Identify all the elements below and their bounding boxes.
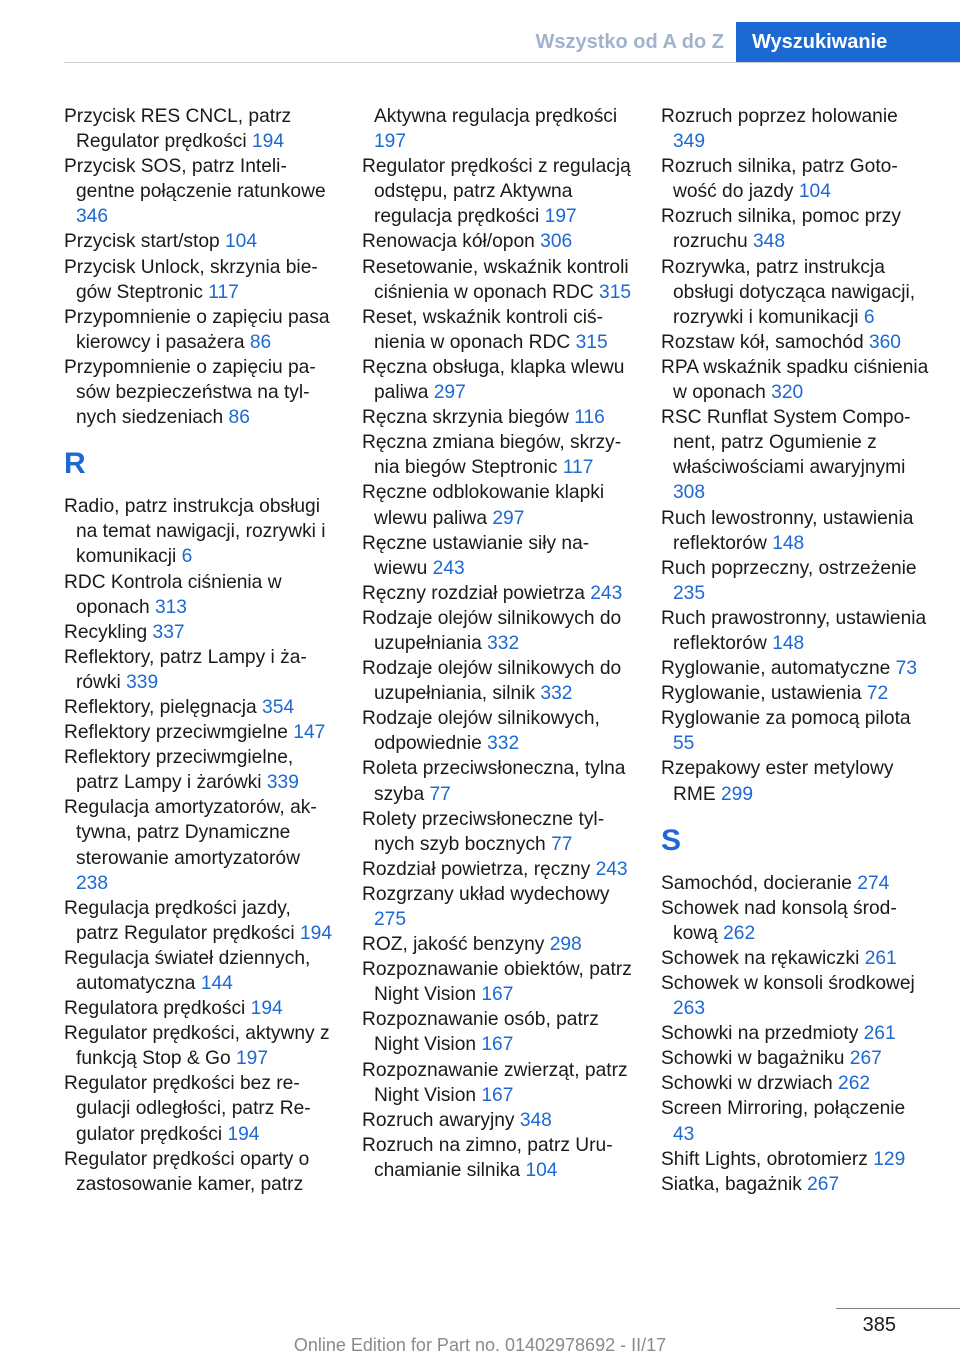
index-entry xyxy=(362,1108,632,1133)
index-entry xyxy=(64,795,334,895)
index-entry xyxy=(64,946,334,996)
index-column-1 xyxy=(64,104,334,1197)
entry-text: Ryglowanie, automatyczne xyxy=(661,658,891,680)
index-entry xyxy=(362,882,632,932)
page-link[interactable]: 116 xyxy=(574,407,605,429)
page-link[interactable]: 243 xyxy=(595,858,628,880)
edition-footer: Online Edition for Part no. 01402978692 - II/17 xyxy=(293,1335,667,1355)
index-entry xyxy=(661,405,929,505)
entry-text: Rodzaje olejów silnikowych do uzupełniania xyxy=(362,607,622,654)
index-entry xyxy=(661,1046,929,1071)
entry-text: Przypomnienie o zapięciu pasa kierowcy i pasażera xyxy=(64,306,330,353)
header-divider xyxy=(64,62,960,63)
entry-text: Rozpoznawanie osób, patrz Night Vision xyxy=(362,1009,599,1056)
index-entry xyxy=(362,1133,632,1183)
page-link[interactable]: 267 xyxy=(807,1173,840,1195)
index-entry xyxy=(661,896,929,946)
page-link[interactable]: 320 xyxy=(771,382,804,404)
index-entry xyxy=(362,355,632,405)
page-link[interactable]: 72 xyxy=(866,683,889,705)
page-link[interactable]: 332 xyxy=(540,683,573,705)
entry-text: RSC Runflat System Component, patrz Ogumienie z właściwościami awaryjnymi xyxy=(661,407,911,479)
index-entry xyxy=(64,104,334,154)
page-link[interactable]: 43 xyxy=(673,1123,695,1145)
entry-text: Schowek na rękawiczki xyxy=(661,947,860,969)
index-entry xyxy=(362,606,632,656)
index-entry xyxy=(64,255,334,305)
page-link[interactable]: 313 xyxy=(154,596,187,618)
index-entry xyxy=(64,645,334,695)
page-link[interactable]: 267 xyxy=(849,1048,882,1070)
index-entry xyxy=(661,1071,929,1096)
entry-text: Samochód, docieranie xyxy=(661,872,852,894)
index-column-2 xyxy=(362,104,632,1183)
page-link[interactable]: 197 xyxy=(236,1048,269,1070)
footer-divider xyxy=(836,1308,960,1309)
index-entry xyxy=(661,1172,929,1197)
page-link[interactable]: 243 xyxy=(590,582,623,604)
index-entry xyxy=(64,896,334,946)
entry-text: RPA wskaźnik spadku ciśnienia w oponach xyxy=(661,356,929,404)
page-link[interactable]: 73 xyxy=(895,658,917,680)
page-link[interactable]: 348 xyxy=(519,1109,552,1131)
index-entry xyxy=(362,1007,632,1057)
entry-text: Rozstaw kół, samochód xyxy=(661,331,864,353)
page-link[interactable]: 197 xyxy=(374,131,407,153)
page-link[interactable]: 6 xyxy=(181,546,193,568)
index-entry xyxy=(661,706,929,756)
page-link[interactable]: 77 xyxy=(429,783,451,805)
entry-text: Schowki w bagażniku xyxy=(661,1048,845,1070)
page-link[interactable]: 297 xyxy=(433,382,466,404)
entry-text: Recykling xyxy=(64,621,148,643)
index-entry xyxy=(64,1147,334,1197)
page-link[interactable]: 86 xyxy=(249,331,272,353)
entry-text: Ruch prawostronny, ustawienia reflektorów xyxy=(661,607,927,654)
section-letter: R xyxy=(64,447,86,481)
page-link[interactable]: 354 xyxy=(262,696,295,718)
entry-text: Radio, patrz instrukcja obsługi na temat nawigacji, rozrywki i komunikacji xyxy=(64,496,326,568)
entry-text: Ręczna zmiana biegów, skrzynia biegów Steptronic xyxy=(362,432,622,479)
entry-text: Reflektory, pielęgnacja xyxy=(64,696,257,718)
page-link[interactable]: 167 xyxy=(481,1034,514,1056)
entry-text: Rozpoznawanie zwierząt, patrz Night Vision xyxy=(362,1059,628,1106)
page-link[interactable]: 104 xyxy=(798,181,831,203)
entry-text: Regulacja świateł dziennych, automatyczna xyxy=(64,947,311,994)
index-entry xyxy=(661,154,929,204)
page-link[interactable]: 261 xyxy=(864,947,897,969)
entry-text: Siatka, bagażnik xyxy=(661,1173,802,1195)
entry-text: Resetowanie, wskaźnik kontroli ciśnienia w oponach RDC xyxy=(362,256,629,303)
index-entry xyxy=(661,330,929,355)
index-entry xyxy=(661,756,929,806)
page-link[interactable]: 262 xyxy=(838,1073,871,1095)
page-link[interactable]: 315 xyxy=(599,281,632,303)
index-entry xyxy=(362,405,632,430)
page-link[interactable]: 308 xyxy=(673,482,706,504)
index-entry xyxy=(661,1096,929,1146)
entry-text: Schowek nad konsolą środkową xyxy=(661,897,897,944)
entry-text: Schowki w drzwiach xyxy=(661,1073,833,1095)
entry-text: Rozruch poprzez holowanie xyxy=(661,106,898,127)
index-entry xyxy=(362,656,632,706)
page-link[interactable]: 6 xyxy=(863,306,875,328)
page-link[interactable]: 197 xyxy=(544,206,577,228)
page-link[interactable]: 275 xyxy=(374,909,407,930)
index-entry xyxy=(661,681,929,706)
entry-text: Regulator prędkości bez regulacji odległości, patrz Regulator prędkości xyxy=(64,1073,311,1145)
entry-text: Ruch lewostronny, ustawienia reflektorów xyxy=(661,507,914,554)
entry-text: Aktywna regulacja prędkości xyxy=(374,106,618,127)
entry-text: Reflektory, patrz Lampy i żarówki xyxy=(64,646,307,693)
page-link[interactable]: 194 xyxy=(250,998,283,1020)
page-link[interactable]: 297 xyxy=(492,507,525,529)
entry-text: Ręczna skrzynia biegów xyxy=(362,407,569,429)
page-link[interactable]: 339 xyxy=(266,772,299,794)
page-link[interactable]: 349 xyxy=(673,131,706,153)
index-entry xyxy=(64,494,334,569)
entry-text: Przycisk Unlock, skrzynia biegów Steptronic xyxy=(64,256,318,303)
page-link[interactable]: 148 xyxy=(772,632,805,654)
index-entry xyxy=(661,104,929,154)
index-entry xyxy=(64,355,334,430)
entry-text: Shift Lights, obrotomierz xyxy=(661,1148,868,1170)
page-link[interactable]: 167 xyxy=(481,984,514,1006)
entry-text: ROZ, jakość benzyny xyxy=(362,934,545,956)
page-link[interactable]: 298 xyxy=(549,934,582,956)
entry-text: Rozpoznawanie obiektów, patrz Night Vision xyxy=(362,959,632,1006)
entry-text: Przycisk start/stop xyxy=(64,231,220,253)
index-entry xyxy=(362,957,632,1007)
page-link[interactable]: 263 xyxy=(673,998,706,1020)
entry-text: Rozrywka, patrz instrukcja obsługi dotycząca nawigacji, rozrywki i komunikacji xyxy=(661,256,916,328)
index-entry xyxy=(661,1021,929,1046)
index-entry xyxy=(661,506,929,556)
entry-text: Regulatora prędkości xyxy=(64,998,246,1020)
page-link[interactable]: 337 xyxy=(152,621,185,643)
page-link[interactable]: 194 xyxy=(252,131,285,153)
tab-search[interactable]: Wyszukiwanie xyxy=(736,22,960,62)
index-entry xyxy=(362,706,632,756)
entry-text: Regulator prędkości z regulacją odstępu, patrz Aktywna regulacja prędkości xyxy=(362,156,631,228)
page-link[interactable]: 360 xyxy=(868,331,901,353)
entry-text: Renowacja kół/opon xyxy=(362,231,535,253)
entry-text: Regulacja amortyzatorów, aktywna, patrz Dynamiczne sterowanie amortyzatorów xyxy=(64,797,317,869)
page-link[interactable]: 147 xyxy=(293,722,326,744)
index-entry xyxy=(362,932,632,957)
entry-text: Ręczne ustawianie siły nawiewu xyxy=(362,532,590,579)
index-entry xyxy=(64,996,334,1021)
page-link[interactable]: 332 xyxy=(487,632,520,654)
page-link[interactable]: 262 xyxy=(723,922,756,944)
page-link[interactable]: 315 xyxy=(575,331,608,353)
index-entry xyxy=(362,229,632,254)
entry-text: Reflektory przeciwmgielne, patrz Lampy i żarówki xyxy=(64,747,294,794)
index-entry xyxy=(661,204,929,254)
page-link[interactable]: 238 xyxy=(76,872,109,894)
index-entry xyxy=(362,531,632,581)
index-entry xyxy=(661,606,929,656)
index-entry xyxy=(64,570,334,620)
index-entry xyxy=(362,305,632,355)
page-link[interactable]: 129 xyxy=(873,1148,906,1170)
entry-text: Rozruch silnika, pomoc przy rozruchu xyxy=(661,206,901,253)
entry-text: Rozgrzany układ wydechowy xyxy=(362,883,610,905)
index-entry xyxy=(64,154,334,229)
index-entry xyxy=(64,305,334,355)
index-entry xyxy=(64,720,334,745)
page-link[interactable]: 104 xyxy=(225,231,258,253)
entry-text: Regulator prędkości oparty o zastosowanie kamer, patrz xyxy=(64,1148,310,1195)
entry-text: Reflektory przeciwmgielne xyxy=(64,722,288,744)
index-entry xyxy=(64,229,334,254)
index-entry xyxy=(362,807,632,857)
page-link[interactable]: 299 xyxy=(720,783,753,805)
entry-text: Rozruch silnika, patrz Gotowość do jazdy xyxy=(661,156,898,203)
entry-text: Reset, wskaźnik kontroli ciśnienia w oponach RDC xyxy=(362,306,603,353)
entry-text: Regulacja prędkości jazdy, patrz Regulator prędkości xyxy=(64,897,295,944)
page-link[interactable]: 194 xyxy=(299,922,332,944)
page-link[interactable]: 144 xyxy=(200,973,233,994)
index-entry xyxy=(661,1147,929,1172)
entry-text: Ręczny rozdział powietrza xyxy=(362,582,585,604)
entry-text: RDC Kontrola ciśnienia w oponach xyxy=(64,571,282,618)
page-link[interactable]: 306 xyxy=(540,231,573,253)
page-link[interactable]: 194 xyxy=(227,1123,260,1145)
tab-index[interactable]: Wszystko od A do Z xyxy=(535,31,724,53)
page-link[interactable]: 117 xyxy=(208,281,239,303)
entry-text: Ryglowanie za pomocą pilota xyxy=(661,708,911,730)
entry-text: Regulator prędkości, aktywny z funkcją Stop & Go xyxy=(64,1023,330,1070)
entry-text: Rolety przeciwsłoneczne tylnych szyb bocznych xyxy=(362,808,605,855)
index-entry xyxy=(362,756,632,806)
index-entry xyxy=(661,556,929,606)
entry-text: Ruch poprzeczny, ostrzeżenie xyxy=(661,557,917,579)
entry-text: Rozruch awaryjny xyxy=(362,1109,515,1131)
page-link[interactable]: 348 xyxy=(753,231,786,253)
entry-text: Rodzaje olejów silnikowych, odpowiednie xyxy=(362,708,600,755)
entry-text: Rodzaje olejów silnikowych do uzupełniania, silnik xyxy=(362,658,622,705)
entry-text: Rozdział powietrza, ręczny xyxy=(362,858,591,880)
index-entry xyxy=(362,857,632,882)
index-entry-continued xyxy=(362,104,632,154)
entry-text: Screen Mirroring, połączenie xyxy=(661,1098,906,1120)
page-link[interactable]: 243 xyxy=(432,557,465,579)
index-entry xyxy=(64,745,334,795)
index-entry xyxy=(661,871,929,896)
index-entry xyxy=(64,695,334,720)
page-link[interactable]: 77 xyxy=(551,833,573,855)
index-entry xyxy=(661,971,929,1021)
page-link[interactable]: 117 xyxy=(562,457,594,479)
entry-text: Przycisk SOS, patrz Inteligentne połączenie ratunkowe xyxy=(64,156,326,203)
index-entry xyxy=(661,355,929,405)
entry-text: Ręczne odblokowanie klapki wlewu paliwa xyxy=(362,482,605,529)
section-letter: S xyxy=(661,823,682,857)
entry-text: Przypomnienie o zapięciu pasów bezpieczeństwa na tylnych siedzeniach xyxy=(64,356,316,429)
index-entry xyxy=(362,154,632,229)
index-entry xyxy=(64,1071,334,1146)
page-link[interactable]: 346 xyxy=(76,206,109,228)
page-link[interactable]: 339 xyxy=(126,671,159,693)
page-link[interactable]: 104 xyxy=(525,1159,558,1181)
page-link[interactable]: 235 xyxy=(673,582,706,604)
index-entry xyxy=(362,480,632,530)
page-link[interactable]: 261 xyxy=(863,1023,896,1045)
page-link[interactable]: 274 xyxy=(857,872,890,894)
index-entry xyxy=(362,1058,632,1108)
entry-text: Rzepakowy ester metylowy RME xyxy=(661,758,894,805)
index-entry xyxy=(362,581,632,606)
page-link[interactable]: 148 xyxy=(772,532,805,554)
header-tabs xyxy=(0,22,960,62)
index-entry xyxy=(661,946,929,971)
index-entry xyxy=(64,1021,334,1071)
entry-text: Ręczna obsługa, klapka wlewu paliwa xyxy=(362,356,625,404)
page-link[interactable]: 55 xyxy=(673,733,695,755)
index-entry xyxy=(362,255,632,305)
index-entry xyxy=(362,430,632,480)
page-link[interactable]: 86 xyxy=(228,407,250,429)
index-column-3 xyxy=(661,104,929,1197)
index-entry xyxy=(661,255,929,330)
page-link[interactable]: 167 xyxy=(481,1084,514,1106)
entry-text: Rozruch na zimno, patrz Uruchamianie silnika xyxy=(362,1134,613,1181)
entry-text: Przycisk RES CNCL, patrz Regulator prędkości xyxy=(64,106,292,153)
entry-text: Roleta przeciwsłoneczna, tylna szyba xyxy=(362,758,626,805)
entry-text: Schowki na przedmioty xyxy=(661,1023,859,1045)
entry-text: Ryglowanie, ustawienia xyxy=(661,683,862,705)
entry-text: Schowek w konsoli środkowej xyxy=(661,973,915,994)
page-number: 385 xyxy=(862,1314,896,1336)
index-entry xyxy=(661,656,929,681)
page-link[interactable]: 332 xyxy=(487,733,520,755)
index-entry xyxy=(64,620,334,645)
